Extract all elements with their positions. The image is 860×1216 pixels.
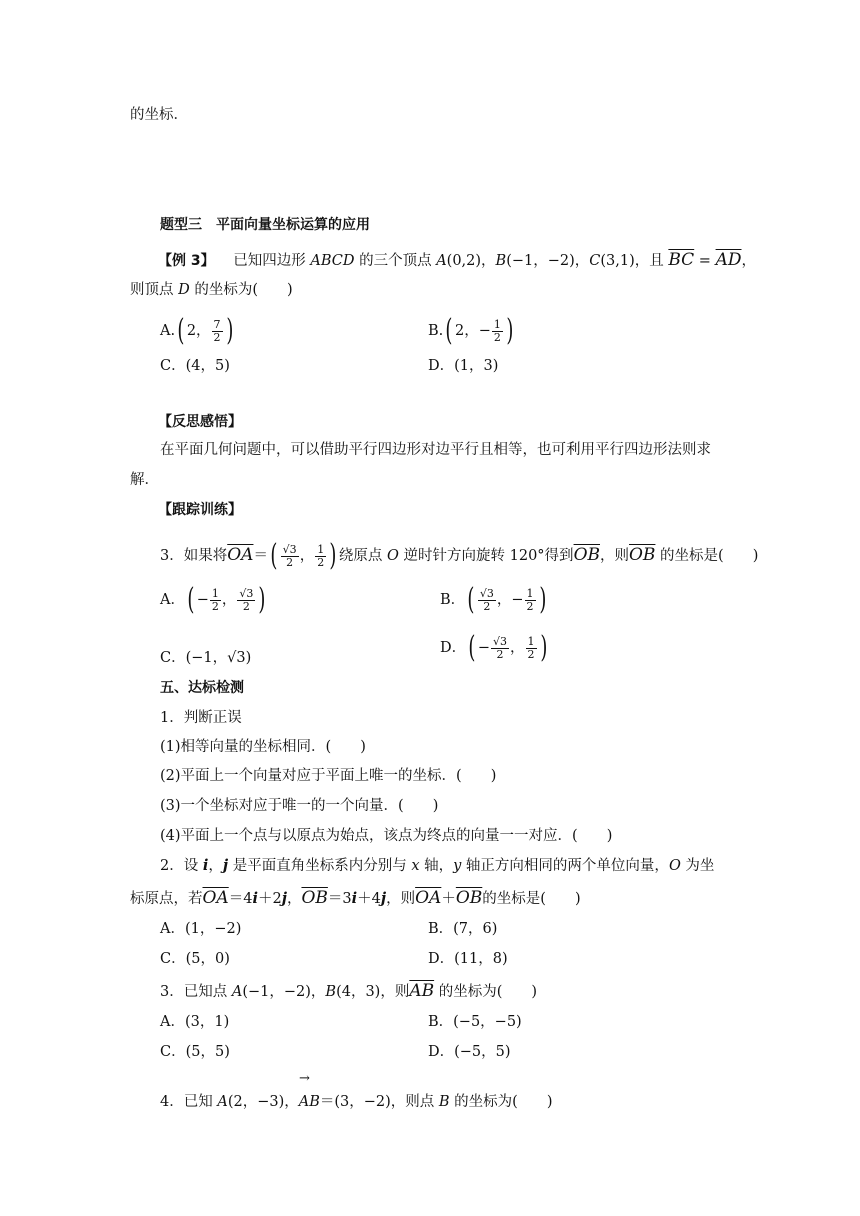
text: ＝3 — [327, 891, 352, 907]
text: 的坐标为( ) — [434, 984, 538, 1000]
text: y — [453, 858, 462, 874]
question-1: 1．判断正误 — [160, 710, 242, 726]
fraction — [210, 588, 221, 613]
option-a — [160, 314, 235, 348]
question-2-option-a: A．(1，−2) — [160, 921, 242, 937]
option-label: A. — [160, 323, 176, 339]
fraction-numerator: √3 — [282, 542, 297, 556]
fraction — [237, 588, 255, 613]
vector-ab: $\overline{AB}$ — [409, 981, 435, 1001]
text: A — [436, 253, 447, 269]
fraction-numerator: √3 — [493, 634, 508, 648]
text: i — [351, 890, 358, 907]
fraction — [492, 319, 503, 344]
text: (−1，−2)， — [506, 253, 590, 269]
fraction-numerator: 1 — [317, 542, 325, 556]
vector-ob: $\overline{OB}$ — [301, 888, 328, 908]
fraction-numerator: 1 — [493, 317, 501, 331]
text: i — [202, 857, 209, 874]
example-3-line-2 — [130, 280, 293, 300]
paren-left: ( — [270, 538, 278, 573]
text: 2， — [186, 323, 211, 339]
text: ， — [510, 640, 525, 656]
text: i — [252, 890, 258, 907]
vector-oa: $\overline{OA}$ — [227, 545, 254, 565]
text: − — [477, 640, 491, 656]
reflect-line-1: 在平面几何问题中，可以借助平行四边形对边平行且相等，也可利用平行四边形法则求 — [160, 442, 711, 458]
section-title: 题型三 平面向量坐标运算的应用 — [160, 217, 370, 233]
text: 逆时针方向旋转 120°得到 — [398, 548, 574, 564]
fraction — [281, 544, 299, 569]
training-question-3 — [160, 532, 758, 579]
option-label: B． — [440, 592, 466, 608]
text: j — [222, 857, 229, 874]
question-1-item-2: (2)平面上一个向量对应于平面上唯一的坐标．( ) — [160, 768, 497, 784]
fraction-denominator: 2 — [317, 555, 325, 569]
question-1-item-1: (1)相等向量的坐标相同．( ) — [160, 739, 366, 755]
reflect-line-2: 解． — [130, 472, 159, 488]
option-c: C．(4，5) — [160, 358, 230, 374]
text: 绕原点 — [338, 548, 388, 564]
question-3-option-b: B．(−5，−5) — [428, 1014, 522, 1030]
fraction-numerator: 1 — [526, 586, 534, 600]
text: 的坐标是( ) — [482, 891, 581, 907]
fraction — [478, 588, 496, 613]
text: C — [589, 253, 601, 269]
option-label: D． — [440, 640, 467, 656]
training-option-d — [440, 628, 549, 668]
text: ＝(3，−2)，则点 — [319, 1094, 439, 1110]
vector-ob: $\overline{OB}$ — [455, 888, 483, 908]
paren-right: ) — [539, 630, 547, 665]
vector-bc: $\overline{BC}$ — [668, 250, 695, 270]
fraction-denominator: 2 — [526, 599, 534, 613]
text: ， — [741, 253, 756, 269]
text: B — [438, 1094, 450, 1110]
text: = — [694, 253, 716, 269]
question-3-option-d: D．(−5，5) — [428, 1044, 511, 1060]
vector-ob: $\overline{OB}$ — [629, 545, 656, 565]
text: ， — [221, 592, 237, 608]
question-3-option-c: C．(5，5) — [160, 1044, 230, 1060]
text: AB — [298, 1094, 320, 1110]
text: ＋ — [441, 891, 456, 907]
option-label: A． — [160, 592, 185, 608]
text: 已知四边形 — [233, 253, 311, 269]
text: A — [217, 1094, 228, 1110]
text: 轴， — [419, 858, 454, 874]
text: ， — [208, 858, 223, 874]
fraction-denominator: 2 — [493, 330, 501, 344]
paren-right: ) — [538, 582, 546, 617]
paren-left: ( — [445, 313, 453, 348]
text: 为坐 — [680, 858, 715, 874]
text: ，则 — [386, 891, 416, 907]
question-3 — [160, 981, 537, 1002]
fraction-denominator: 2 — [496, 647, 504, 661]
vector-ob: $\overline{OB}$ — [573, 545, 600, 565]
text: 则顶点 — [130, 282, 179, 298]
text: x — [411, 858, 420, 874]
text: 的坐标为( ) — [449, 1094, 553, 1110]
text: ABCD — [310, 253, 355, 269]
text: 的坐标为( ) — [189, 282, 293, 298]
fraction-numerator: 7 — [213, 317, 221, 331]
option-b — [428, 314, 516, 348]
fraction — [212, 319, 223, 344]
fraction — [491, 636, 509, 661]
text: 轴正方向相同的两个单位向量， — [461, 858, 669, 874]
training-option-c: C．(−1，√3) — [160, 650, 252, 666]
option-d: D．(1，3) — [428, 358, 499, 374]
fraction-denominator: 2 — [483, 599, 491, 613]
paren-right: ) — [329, 538, 337, 573]
text: j — [380, 890, 387, 907]
vector-oa: $\overline{OA}$ — [202, 888, 229, 908]
question-2-line-2 — [130, 888, 581, 909]
text: 4．已知 — [160, 1094, 218, 1110]
text: 标原点，若 — [130, 891, 203, 907]
text: ＋4 — [357, 891, 381, 907]
text: (2，−3)， — [227, 1094, 299, 1110]
text: (−1，−2)， — [242, 984, 326, 1000]
fraction — [526, 636, 537, 661]
training-title: 【跟踪训练】 — [158, 502, 242, 518]
fraction-numerator: 1 — [527, 634, 535, 648]
reflect-title: 【反思感悟】 — [158, 414, 242, 430]
question-3-option-a: A．(3，1) — [160, 1014, 230, 1030]
text: ＝4 — [228, 891, 253, 907]
fraction-denominator: 2 — [211, 599, 219, 613]
fraction-numerator: √3 — [479, 586, 494, 600]
text: (0,2)， — [446, 253, 496, 269]
text: O — [668, 858, 681, 874]
text: B — [495, 253, 507, 269]
text: ＋2 — [257, 891, 282, 907]
text: ， — [496, 592, 512, 608]
section-title: 五、达标检测 — [160, 680, 244, 696]
paren-left: ( — [467, 582, 475, 617]
fraction-denominator: 2 — [213, 330, 221, 344]
question-2-option-b: B．(7，6) — [428, 921, 498, 937]
fraction-numerator: √3 — [239, 586, 254, 600]
vector-oa: $\overline{OA}$ — [415, 888, 442, 908]
text: 的三个顶点 — [354, 253, 437, 269]
question-1-item-4: (4)平面上一个点与以原点为始点，该点为终点的向量一一对应．( ) — [160, 828, 613, 844]
paren-right: ) — [506, 313, 514, 348]
text: 3．已知点 — [160, 984, 232, 1000]
paren-left: ( — [187, 582, 195, 617]
text-line: 的坐标． — [130, 107, 188, 123]
text: O — [387, 548, 399, 564]
fraction-numerator: 1 — [211, 586, 219, 600]
text: B — [325, 984, 337, 1000]
text: ＝ — [253, 548, 268, 564]
text: (3,1)，且 — [600, 253, 669, 269]
text: 的坐标是( ) — [655, 548, 759, 564]
text: ， — [286, 891, 302, 907]
text: − — [196, 592, 209, 608]
text: (4，3)，则 — [336, 984, 410, 1000]
fraction-denominator: 2 — [242, 599, 250, 613]
question-4 — [160, 1092, 553, 1112]
vector-ad: $\overline{AD}$ — [715, 250, 742, 270]
text: ，则 — [600, 548, 629, 564]
question-2-option-c: C．(5，0) — [160, 951, 230, 967]
paren-left: ( — [177, 313, 185, 348]
text: 是平面直角坐标系内分别与 — [228, 858, 412, 874]
training-option-b — [440, 580, 548, 620]
question-2-line-1 — [160, 856, 714, 876]
question-2-option-d: D．(11，8) — [428, 951, 508, 967]
text: ， — [299, 548, 315, 564]
text: A — [231, 984, 243, 1000]
example-3-line-1 — [158, 250, 756, 271]
text: 3．如果将 — [160, 548, 228, 564]
text: 2，− — [454, 323, 491, 339]
question-1-item-3: (3)一个坐标对应于唯一的一个向量．( ) — [160, 798, 439, 814]
fraction-denominator: 2 — [527, 647, 535, 661]
text: D — [178, 282, 190, 298]
vector-arrow-icon: → — [299, 1071, 310, 1086]
paren-left: ( — [468, 630, 476, 665]
fraction — [525, 588, 536, 613]
paren-right: ) — [225, 313, 233, 348]
example-label: 【例 3】 — [158, 253, 215, 269]
training-option-a — [160, 580, 268, 620]
text: 2．设 — [160, 858, 203, 874]
fraction — [315, 544, 326, 569]
fraction-denominator: 2 — [286, 555, 294, 569]
option-label: B. — [428, 323, 444, 339]
text: − — [511, 592, 524, 608]
paren-right: ) — [258, 582, 266, 617]
text: j — [281, 890, 287, 907]
